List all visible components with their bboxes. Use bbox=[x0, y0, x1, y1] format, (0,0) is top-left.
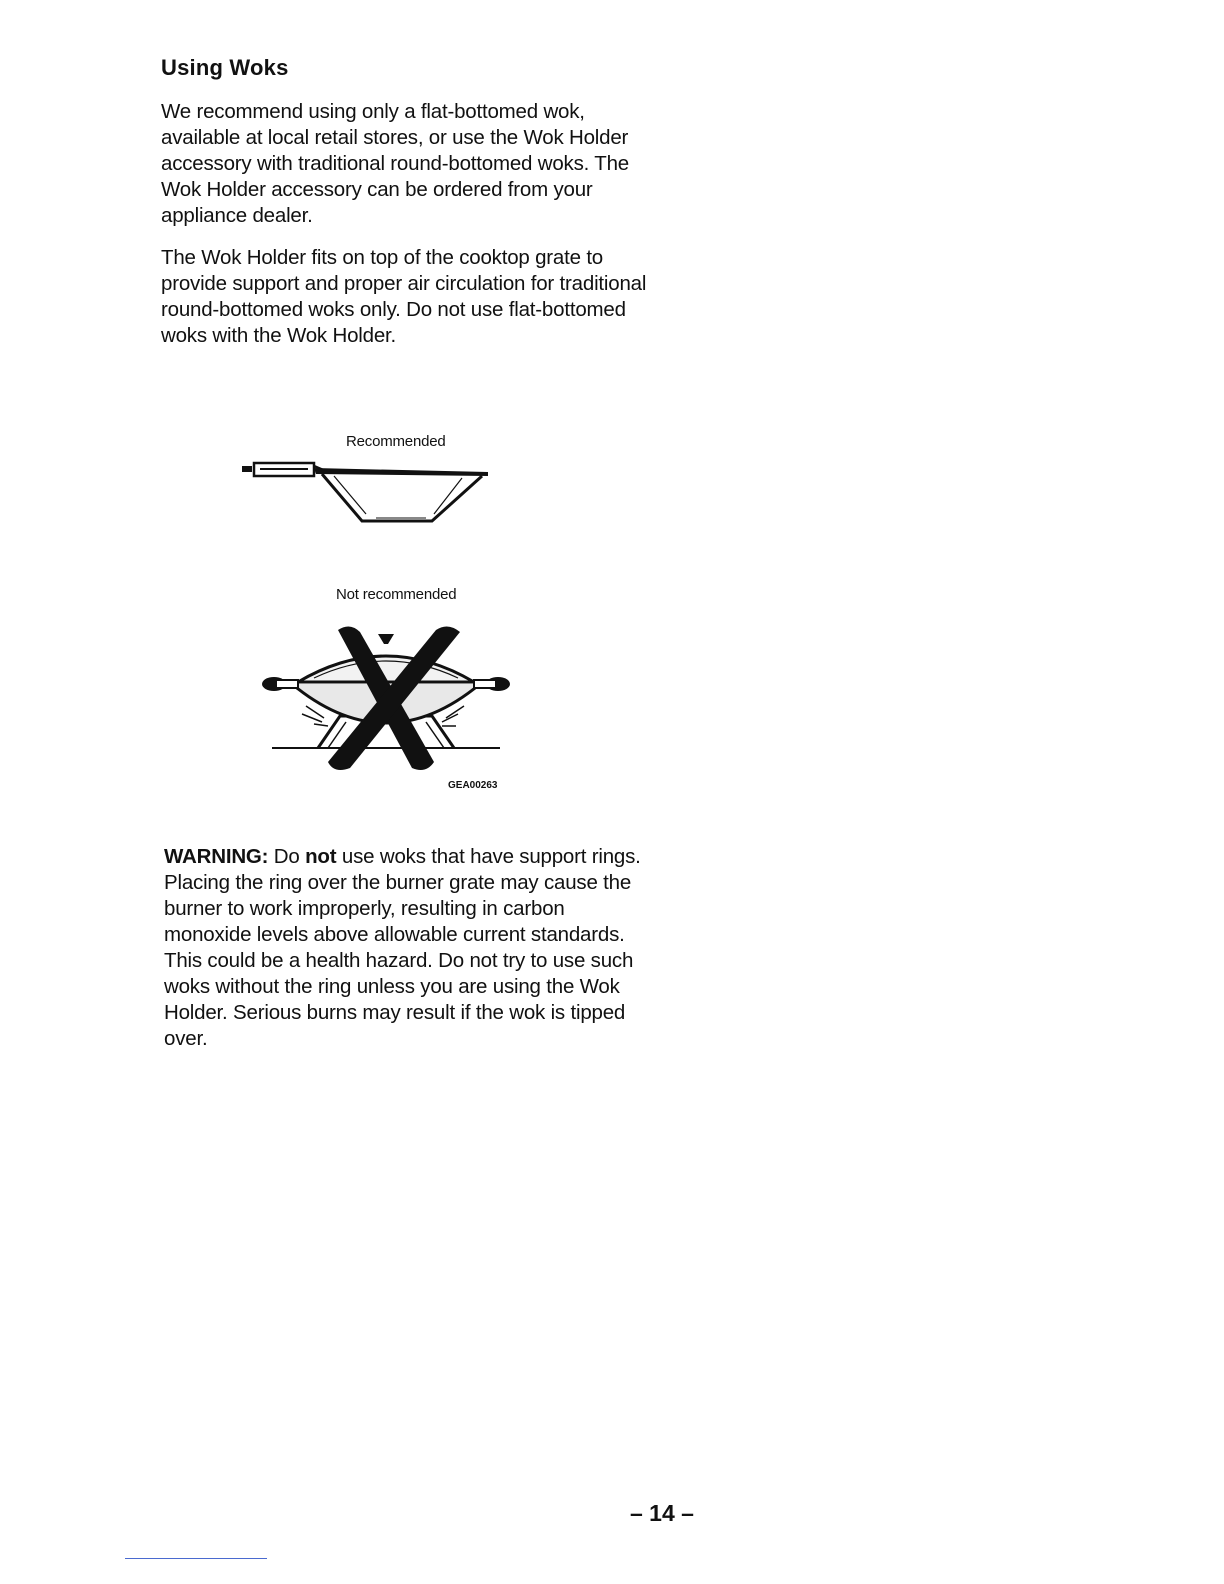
warning-pre: Do bbox=[268, 845, 306, 868]
footer-rule bbox=[125, 1558, 267, 1559]
figure-id: GEA00263 bbox=[448, 780, 498, 791]
page-number: – 14 – bbox=[630, 1500, 694, 1526]
warning-text: use woks that have support rings. Placing the ring over the burner grate may cause the burner to work improperly, resulting in carbon monoxide levels above allowable current standards. This could be a health hazard. Do not try to use such woks without the ring unless you are using the Wok Holder. Serious burns may result if the wok is tipped over. bbox=[164, 845, 641, 1050]
warning-paragraph bbox=[164, 844, 644, 1052]
not-recommended-caption: Not recommended bbox=[336, 586, 457, 603]
recommended-caption: Recommended bbox=[346, 433, 446, 450]
round-wok-with-ring-crossed-illustration bbox=[258, 622, 514, 778]
flat-bottom-wok-illustration bbox=[236, 458, 496, 530]
wok-holder-paragraph: The Wok Holder fits on top of the cooktop grate to provide support and proper air circulation for traditional round-bottomed woks only. Do not use flat-bottomed woks with the Wok Holder. bbox=[161, 246, 647, 347]
intro-paragraph: We recommend using only a flat-bottomed wok, available at local retail stores, or use the Wok Holder accessory with traditional round-bottomed woks. The Wok Holder accessory can be ordered from your appliance dealer. bbox=[161, 100, 629, 227]
warning-emphasis: not bbox=[305, 845, 337, 868]
warning-label: WARNING: bbox=[164, 845, 269, 868]
section-heading: Using Woks bbox=[161, 55, 289, 80]
